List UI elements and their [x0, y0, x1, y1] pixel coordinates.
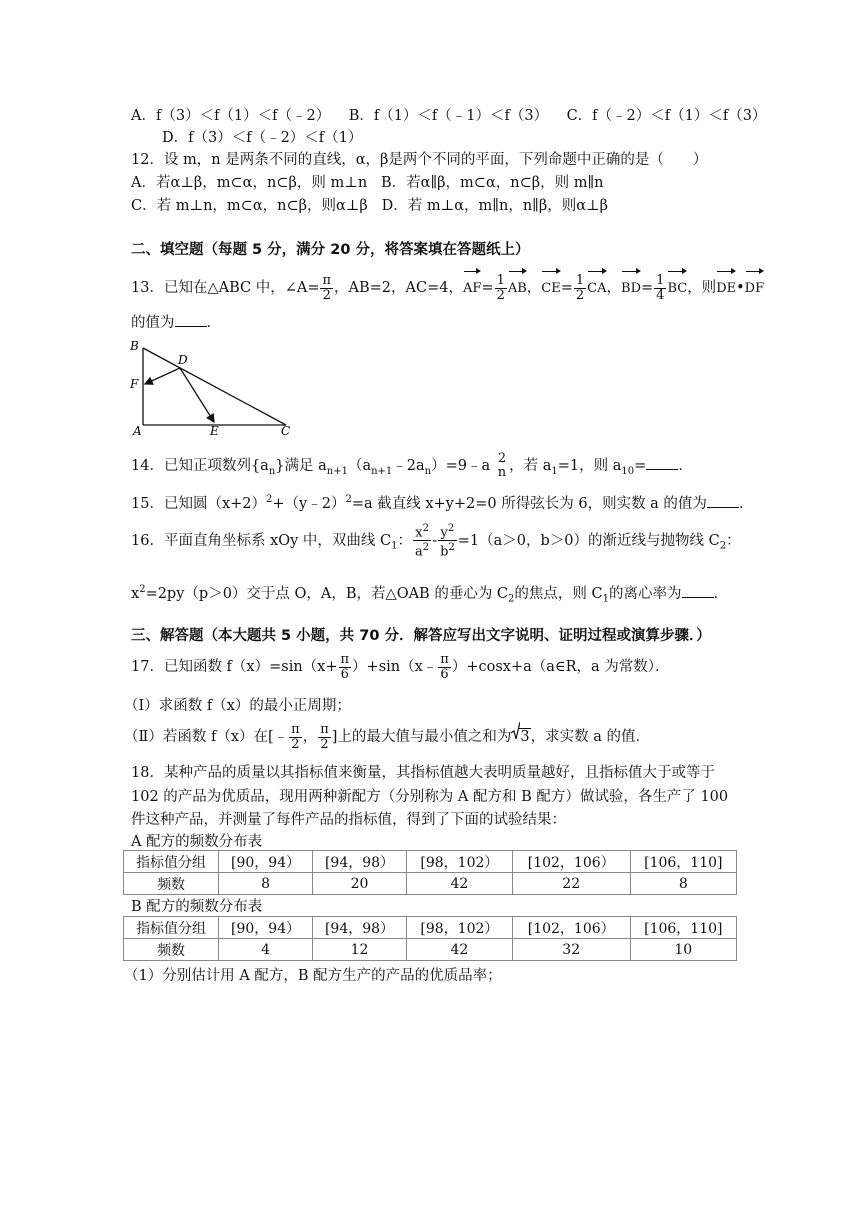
sqrt3: 3 — [511, 720, 530, 754]
q11-option-b: B．f（1）＜f（﹣1）＜f（3） — [348, 108, 549, 124]
q11-option-d: D．f（3）＜f（﹣2）＜f（1） — [162, 130, 363, 146]
label-e: E — [210, 424, 219, 436]
table-a-freq-row — [124, 873, 737, 895]
q12-option-d: D．若 m⊥α，m∥n，n∥β，则α⊥β — [381, 198, 609, 214]
q17-frac-pi6-1: $\frac{\pi}{6}$ — [340, 651, 350, 682]
vec-bd: BD — [621, 268, 641, 304]
label-b: B — [130, 339, 139, 353]
table-a-freq: 8 — [219, 873, 313, 895]
q14-exponent-frac: 2 n — [497, 451, 507, 480]
vec-ab: AB — [508, 268, 527, 304]
table-a-group: [94，98） — [313, 851, 407, 873]
table-a-header-row — [124, 851, 737, 873]
label-c: C — [281, 424, 291, 436]
vec-ce: CE — [541, 268, 560, 304]
q14-answer-blank — [646, 457, 678, 470]
label-f: F — [130, 377, 139, 391]
table-b-freq: 42 — [406, 939, 512, 961]
table-b-freq: 32 — [512, 939, 630, 961]
q17-frac-pi6-2: $\frac{\pi}{6}$ — [440, 651, 449, 682]
q16-frac-x: $\frac{x^2}{a^2}$ — [415, 523, 430, 560]
vec-df: DF — [745, 268, 764, 304]
vec-bc: BC — [667, 268, 687, 304]
table-b-freq: 4 — [219, 939, 313, 961]
q12-option-b: B．若α∥β，m⊂α，n⊂β，则 m∥n — [381, 175, 604, 191]
table-b — [123, 916, 737, 961]
q17-frac-pi2-2: $\frac{\pi}{2}$ — [320, 721, 329, 752]
q16-line2: $x^2=2py(p>0)$交于点 O，A，B，若△OAB 的垂心为 $C_2$的焦点，则 $C_1$的离心率为 ． — [131, 584, 728, 605]
q13-frac-half-1: $\frac{1}{2}$ — [496, 272, 505, 303]
q17-part2: （Ⅱ）若函数 f（x）在[﹣ $\frac{\pi}{2}$ ， $\frac{\pi}{2}$ ]上的最大值与最小值之和为 3，求实数 a 的值． — [124, 720, 650, 754]
q18-tableA-title: A 配方的频数分布表 — [131, 834, 263, 850]
segment-de — [180, 368, 214, 422]
q17-frac-pi2-1: $\frac{\pi}{2}$ — [291, 721, 300, 752]
table-a-freq: 8 — [630, 873, 736, 895]
q16-answer-blank — [682, 585, 714, 598]
q13-value-text: 的值为 — [131, 315, 175, 331]
label-a: A — [133, 424, 142, 436]
table-a-freq-header: 频数 — [124, 873, 219, 895]
q13-line2: 的值为 ． — [131, 315, 221, 331]
q18-line1: 18．某种产品的质量以其指标值来衡量，其指标值越大表明质量越好，且指标值大于或等于 — [131, 765, 715, 781]
q12-option-a: A．若α⊥β，m⊂α，n⊂β，则 m⊥n — [131, 175, 368, 191]
vec-ca: CA — [587, 268, 606, 304]
q15-answer-blank — [707, 495, 739, 508]
table-a-row-header: 指标值分组 — [124, 851, 219, 873]
table-a-group: [106，110] — [630, 851, 736, 873]
table-b-freq-header: 频数 — [124, 939, 219, 961]
section2-title: 二、填空题（每题 5 分，满分 20 分，将答案填在答题纸上） — [131, 242, 530, 258]
table-a — [123, 850, 737, 895]
q11-option-a: A．f（3）＜f（1）＜f（﹣2） — [131, 108, 331, 124]
q17-part1: （Ⅰ）求函数 f（x）的最小正周期； — [124, 698, 351, 714]
q11-option-c: C．f（﹣2）＜f（1）＜f（3） — [566, 108, 767, 124]
table-b-freq: 10 — [630, 939, 736, 961]
q18-tableB-title: B 配方的频数分布表 — [131, 899, 263, 915]
q12-options-cd — [131, 196, 608, 216]
table-b-header-row — [124, 917, 737, 939]
table-a-group: [98，102） — [406, 851, 512, 873]
table-a-freq: 20 — [313, 873, 407, 895]
side-bc — [143, 348, 286, 425]
section3-title: 三、解答题（本大题共 5 小题，共 70 分．解答应写出文字说明、证明过程或演算步骤．） — [131, 628, 711, 644]
q15-line: 15．已知圆$(x+2)^2+(y﹣2)^2=a$ 截直线 x+y+2=0 所得弦长为 6，则实数 a 的值为 ． — [131, 494, 754, 512]
q18-line2: 102 的产品为优质品，现用两种新配方（分别称为 A 配方和 B 配方）做试验，各生产了 100 — [131, 789, 729, 805]
q12-option-c: C．若 m⊥n，m⊂α，n⊂β，则α⊥β — [131, 198, 368, 214]
q11-options-line2 — [162, 128, 362, 148]
q16-line1: 16．平面直角坐标系 xOy 中，双曲线 $C_1$： $\frac{x^2}{a^2}$ - $\frac{y^2}{b^2}$ =1（a＞0，b＞0）的渐近线与抛物线 $C_2$： — [131, 523, 741, 560]
table-b-freq: 12 — [313, 939, 407, 961]
table-b-group: [94，98） — [313, 917, 407, 939]
q13-answer-blank — [175, 314, 207, 327]
q16-frac-y: $\frac{y^2}{b^2}$ — [440, 523, 455, 560]
table-b-freq-row — [124, 939, 737, 961]
q18-line3: 件这种产品，并测量了每件产品的指标值，得到了下面的试验结果： — [131, 812, 566, 828]
q14-line: 14．已知正项数列$\{a_n\}$满足 $a_{n+1}(a_{n+1}﹣2a_n)=9﹣a$ 2 n ，若 $a_1=1$，则 $a_{10}=$ ． — [131, 451, 693, 480]
vec-af: AF — [463, 268, 481, 304]
q13-frac-half-2: $\frac{1}{2}$ — [575, 272, 585, 303]
table-b-group: [98，102） — [406, 917, 512, 939]
segment-df — [145, 368, 180, 384]
table-b-row-header: 指标值分组 — [124, 917, 219, 939]
table-a-group: [90，94） — [219, 851, 313, 873]
q11-options-line1 — [131, 106, 766, 126]
label-d: D — [178, 353, 188, 367]
q13-frac-quarter: $\frac{1}{4}$ — [656, 272, 665, 303]
q13-triangle-figure — [128, 336, 298, 436]
q17-line1: 17．已知函数 f（x）=sin（x+ $\frac{\pi}{6}$ ）+sin（x﹣ $\frac{\pi}{6}$ ）+cosx+a（a∈R，a 为常数）． — [131, 651, 670, 682]
vec-de: DE — [716, 268, 736, 304]
q13-angle-frac: $\frac{\pi}{2}$ — [322, 272, 332, 303]
table-a-freq: 22 — [512, 873, 630, 895]
q13-line1: 13．已知在△ABC 中，∠A= $\frac{\pi}{2}$ ，AB=2，AC=4，AF= $\frac{1}{2}$ AB，CE= $\frac{1}{2}$ CA，BD= $\frac{1}{4}$ BC，则DE•DF — [131, 268, 764, 304]
table-b-group: [90，94） — [219, 917, 313, 939]
table-a-group: [102，106） — [512, 851, 630, 873]
q13-prefix: 13．已知在△ABC 中，∠A= — [131, 280, 320, 296]
q18-subquestion-1: （1）分别估计用 A 配方，B 配方生产的产品的优质品率； — [124, 968, 502, 984]
q13-sides: ，AB=2，AC=4， — [334, 280, 463, 296]
table-b-group: [106，110] — [630, 917, 736, 939]
q12-options-ab — [131, 173, 604, 193]
q12-stem: 12．设 m，n 是两条不同的直线，α，β是两个不同的平面，下列命题中正确的是（ ） — [131, 152, 708, 168]
table-b-group: [102，106） — [512, 917, 630, 939]
table-a-freq: 42 — [406, 873, 512, 895]
